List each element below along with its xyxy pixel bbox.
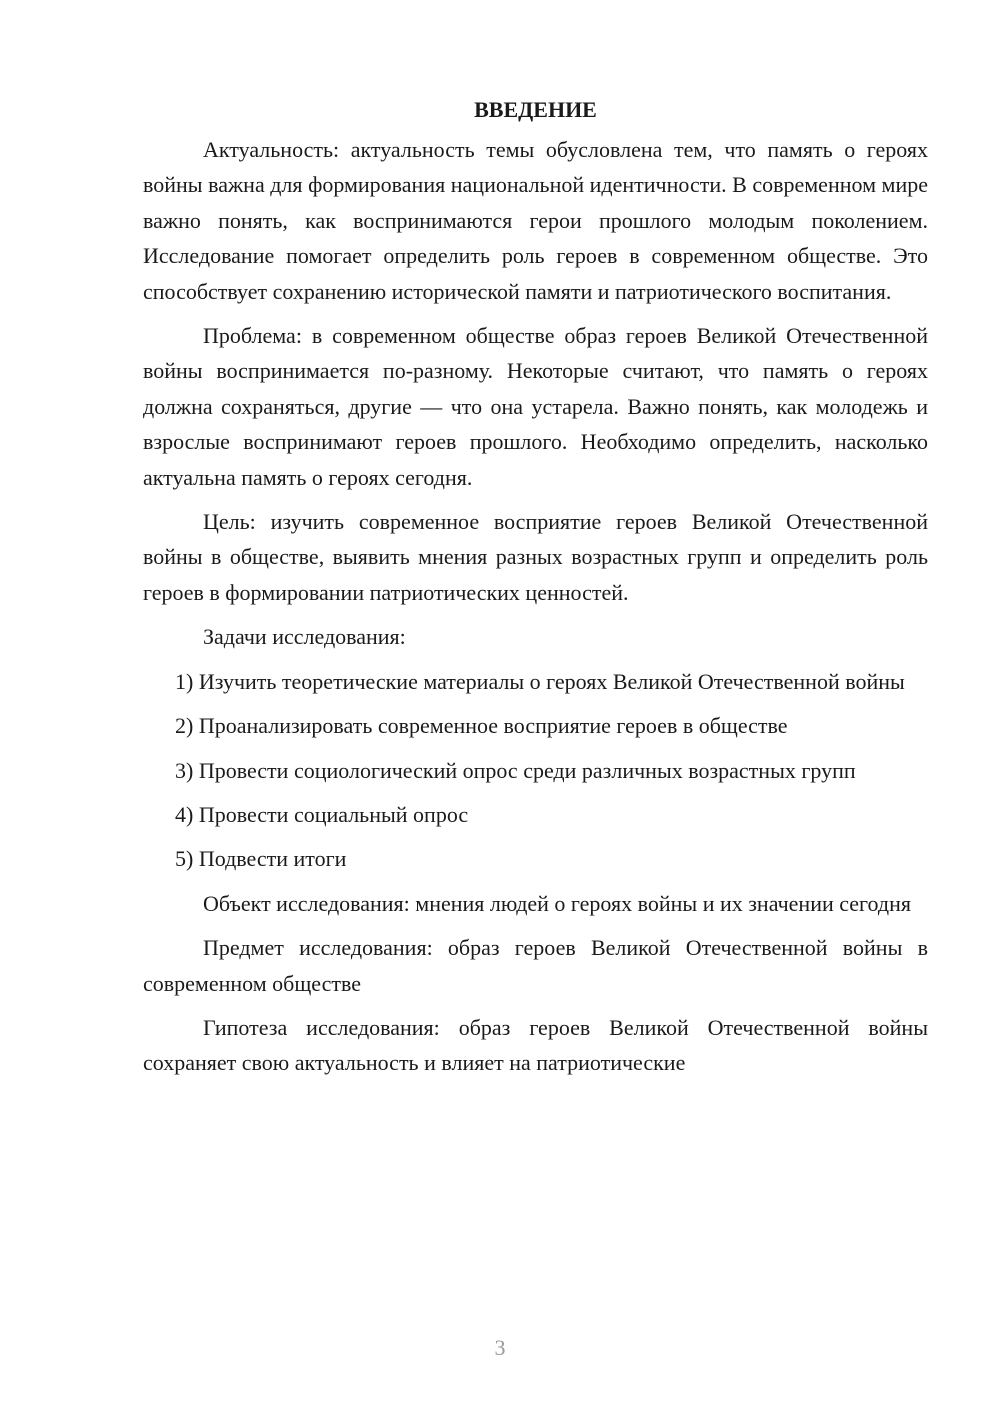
page-number: 3: [494, 1335, 506, 1360]
paragraph-tasks-heading: Задачи исследования:: [203, 624, 406, 650]
section-title: ВВЕДЕНИЕ: [474, 97, 597, 122]
task-item-5: 5) Подвести итоги: [175, 846, 347, 872]
paragraph-goal: Цель: изучить современное восприятие героев Великой Отечественной войны в обществе, выявить мнения разных возрастных групп и определить роль героев в формировании патриотических ценностей.: [143, 509, 928, 605]
task-item-2: 2) Проанализировать современное восприятие героев в обществе: [175, 713, 788, 739]
paragraph-relevance: Актуальность: актуальность темы обусловлена тем, что память о героях войны важна для формирования национальной идентичности. В современном мире важно понять, как воспринимаются герои прошлого молодым поколением. Исследование помогает определить роль героев в современном обществе. Это способствует сохранению исторической памяти и патриотического воспитания.: [143, 137, 928, 304]
paragraph-object: Объект исследования: мнения людей о героях войны и их значении сегодня: [203, 890, 911, 916]
task-item-3: 3) Провести социологический опрос среди различных возрастных групп: [175, 757, 856, 783]
page-content: [143, 94, 928, 1090]
task-item-1: 1) Изучить теоретические материалы о героях Великой Отечественной войны: [175, 668, 905, 694]
paragraph-hypothesis: Гипотеза исследования: образ героев Великой Отечественной войны сохраняет свою актуальность и влияет на патриотические: [143, 1014, 928, 1076]
task-item-4: 4) Провести социальный опрос: [175, 801, 469, 827]
paragraph-problem: Проблема: в современном обществе образ героев Великой Отечественной войны воспринимается по-разному. Некоторые считают, что память о героях должна сохраняться, другие — что она устарела. Важно понять, как молодежь и взрослые воспринимают героев прошлого. Необходимо определить, насколько актуальна память о героях сегодня.: [143, 323, 928, 490]
paragraph-subject: Предмет исследования: образ героев Великой Отечественной войны в современном обществе: [143, 935, 928, 996]
